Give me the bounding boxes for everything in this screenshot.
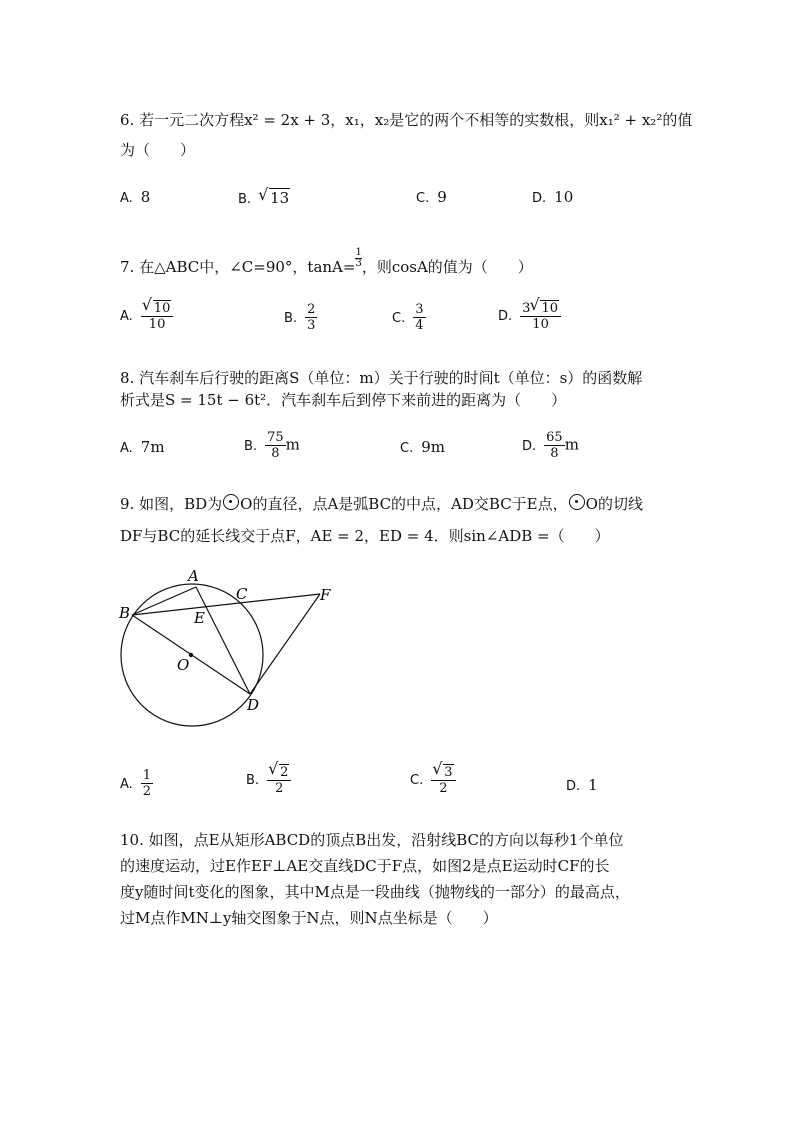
label-f: F [320,586,331,604]
option-label: B. [244,438,258,454]
q10-line4: 过M点作MN⊥y轴交图象于N点，则N点坐标是（ ） [120,909,498,927]
q8-option-c[interactable] [400,438,445,456]
option-value: 7m [140,438,165,456]
option-label: C. [410,773,424,788]
segment-ba [132,587,196,615]
sqrt-symbol: √ 10 [530,300,559,316]
unit: m [285,435,300,454]
q7-stem [120,248,533,277]
q6-option-c[interactable] [416,188,447,206]
q8-option-a[interactable] [120,438,165,456]
option-value: 9m [421,438,445,456]
sqrt-symbol: √ 3 [433,764,453,780]
q9-line1: 9. 如图，BD为 O的直径，点A是弧BC的中点，AD交BC于E点， O的切线 [120,495,643,513]
fraction: $\frac{1}{2}$ [142,768,152,799]
circle-symbol-icon [223,494,239,510]
q9-geometry-figure [110,560,350,730]
label-o: O [177,656,190,674]
fraction: $\frac{3√ 10}{10}$ [520,300,561,332]
q9-option-c[interactable] [410,764,456,796]
option-label: A. [120,191,133,206]
q6-line2: 为（ ） [120,141,196,159]
fraction: √ $\frac{10}{10}$ [141,300,174,332]
q6-option-a[interactable] [120,188,150,206]
q10-line2: 的速度运动，过E作EF⊥AE交直线DC于F点，如图2是点E运动时CF的长 [120,857,610,875]
center-point [189,653,193,657]
q6-line1: 6. 若一元二次方程x² = 2x + 3，x₁，x₂是它的两个不相等的实数根，则x₁² + x₂²的值 [120,111,693,129]
fraction-denominator: 3 [355,258,362,269]
fraction: $\frac{2}{3}$ [307,302,316,333]
label-a: A [188,567,199,585]
unit: m [564,435,579,454]
q9-line2: DF与BC的延长线交于点F，AE = 2，ED = 4．则sin∠ADB =（ ） [120,527,610,545]
fraction-numerator: 1 [355,247,362,258]
q10-line3: 度y随时间t变化的图象，其中M点是一段曲线（抛物线的一部分）的最高点， [120,883,630,901]
label-c: C [236,585,248,603]
sqrt-symbol [259,188,290,207]
option-label: A. [120,309,133,324]
q8-option-b[interactable] [244,430,300,461]
option-label: B. [246,773,260,788]
q7-option-c[interactable] [392,302,426,333]
option-label: C. [416,191,430,206]
q8-line2: 析式是S = 15t − 6t²．汽车刹车后到停下来前进的距离为（ ） [120,391,567,409]
option-label: D. [566,779,581,794]
option-label: D. [532,191,547,206]
radicand: 13 [270,189,290,207]
circle-symbol-icon [569,494,585,510]
segment-bf [132,594,320,615]
sqrt-symbol: √ 2 [269,764,289,780]
option-label: B. [284,310,298,326]
fraction: $\frac{3}{4}$ [415,302,424,333]
q6-option-b[interactable] [238,188,290,207]
option-label: C. [400,441,414,456]
label-b: B [119,604,131,622]
fraction: $\frac{65}{8}$ [546,430,563,461]
q7-option-b[interactable] [284,302,317,333]
segment-df [250,594,320,694]
q7-option-d[interactable] [498,300,561,332]
label-d: D [247,696,260,714]
q7-option-a[interactable] [120,300,173,332]
option-label: B. [238,192,252,207]
q6-option-d[interactable] [532,188,573,206]
q9-option-d[interactable] [566,776,598,794]
fraction: √ $\frac{2}{2}$ [267,764,291,796]
option-label: D. [522,438,537,454]
option-value: 1 [588,776,598,794]
q9-option-a[interactable] [120,768,153,799]
q7-stem-post: ，则cosA的值为（ ） [361,258,533,276]
label-e: E [194,609,205,627]
q8-line1: 8. 汽车刹车后行驶的距离S（单位：m）关于行驶的时间t（单位：s）的函数解 [120,369,643,387]
fraction: $\frac{75}{8}$ [267,430,284,461]
option-value: 10 [554,188,574,206]
sqrt-symbol: √ 10 [143,300,172,316]
option-value: 9 [437,188,447,206]
q9-option-b[interactable] [246,764,291,796]
option-label: A. [120,441,133,456]
option-label: C. [392,310,406,326]
q7-stem-pre: 7. 在△ABC中，∠C=90°，tanA= [120,258,356,276]
option-label: A. [120,776,133,792]
q8-option-d[interactable] [522,430,579,461]
q10-line1: 10. 如图，点E从矩形ABCD的顶点B出发，沿射线BC的方向以每秒1个单位 [120,831,624,849]
option-value: 8 [140,188,151,206]
fraction: √ $\frac{3}{2}$ [431,764,455,796]
option-label: D. [498,309,513,324]
